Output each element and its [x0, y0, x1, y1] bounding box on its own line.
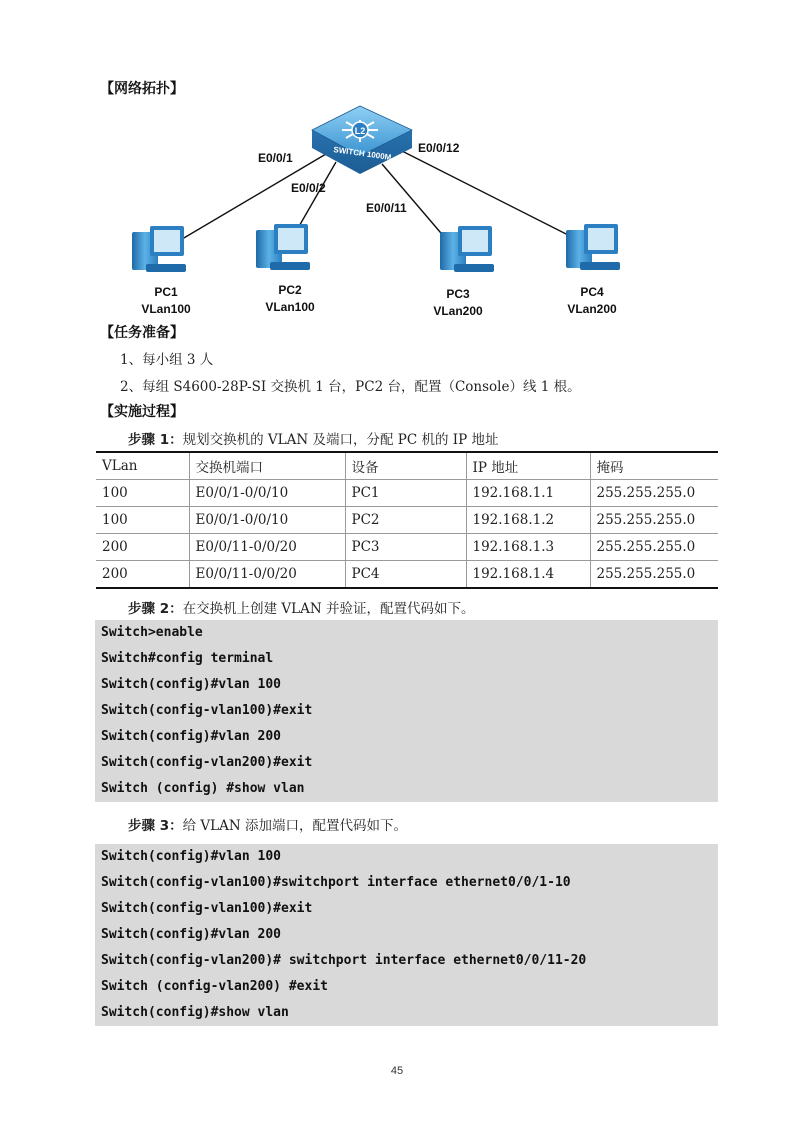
pc2-vlan: VLan100 [265, 300, 315, 314]
step-label: 步骤 3： [128, 818, 183, 834]
port-label-e0-0-11: E0/0/11 [366, 201, 407, 215]
pc4-name: PC4 [580, 285, 604, 299]
table-cell: 255.255.255.0 [590, 561, 718, 589]
table-cell: E0/0/1-0/0/10 [189, 507, 345, 534]
port-label-e0-0-12: E0/0/12 [418, 141, 460, 155]
step-3 [128, 814, 407, 834]
code-block-create-vlan [95, 620, 718, 802]
code-line: Switch>enable [101, 625, 203, 640]
table-cell: PC1 [345, 480, 466, 507]
code-line: Switch(config-vlan100)#exit [101, 901, 313, 916]
table-cell: 255.255.255.0 [590, 534, 718, 561]
table-row [96, 534, 718, 561]
table-cell: E0/0/11-0/0/20 [189, 534, 345, 561]
heading-process: 【实施过程】 [100, 404, 184, 420]
step-2 [128, 597, 474, 617]
table-cell: 100 [96, 480, 189, 507]
switch-body-label: SWITCH 1000M [332, 145, 392, 163]
table-header-row [96, 452, 718, 480]
prep-item: 1、每小组 3 人 [120, 352, 214, 368]
code-block-add-ports [95, 844, 718, 1026]
table-header-cell: 掩码 [590, 452, 718, 480]
table-cell: 255.255.255.0 [590, 507, 718, 534]
table-cell: E0/0/1-0/0/10 [189, 480, 345, 507]
step-label: 步骤 2： [128, 601, 183, 617]
pc3-icon [440, 226, 494, 272]
table-header-cell: IP 地址 [466, 452, 590, 480]
code-line: Switch (config) #show vlan [101, 781, 305, 796]
table-header-cell: 设备 [345, 452, 466, 480]
code-line: Switch(config)#vlan 100 [101, 677, 282, 692]
table-cell: PC2 [345, 507, 466, 534]
pc2-name: PC2 [278, 283, 302, 297]
pc1-icon [132, 226, 186, 272]
code-line: Switch(config)#vlan 200 [101, 729, 282, 744]
pc1-vlan: VLan100 [141, 302, 191, 316]
step-text: 规划交换机的 VLAN 及端口，分配 PC 机的 IP 地址 [182, 432, 499, 448]
pc1-name: PC1 [154, 285, 178, 299]
code-line: Switch(config-vlan200)#exit [101, 755, 313, 770]
code-line: Switch(config)#vlan 200 [101, 927, 282, 942]
table-row [96, 480, 718, 507]
table-cell: PC3 [345, 534, 466, 561]
pc3-name: PC3 [446, 287, 470, 301]
table-row [96, 561, 718, 589]
code-line: Switch(config)#show vlan [101, 1005, 289, 1020]
table-cell: 192.168.1.4 [466, 561, 590, 589]
code-line: Switch#config terminal [101, 651, 274, 666]
code-line: Switch(config)#vlan 100 [101, 849, 282, 864]
switch-center-label: L2 [354, 126, 366, 136]
table-header-cell: 交换机端口 [189, 452, 345, 480]
heading-topology: 【网络拓扑】 [100, 81, 184, 97]
code-line: Switch (config-vlan200) #exit [101, 979, 328, 994]
pc4-icon [566, 224, 620, 270]
step-text: 给 VLAN 添加端口，配置代码如下。 [182, 818, 407, 834]
table-cell: 255.255.255.0 [590, 480, 718, 507]
table-cell: PC4 [345, 561, 466, 589]
prep-item: 2、每组 S4600-28P-SI 交换机 1 台，PC2 台，配置（Console）线 1 根。 [120, 379, 581, 395]
table-cell: 192.168.1.2 [466, 507, 590, 534]
page-number: 45 [390, 1065, 404, 1077]
switch-icon [312, 106, 412, 174]
code-line: Switch(config-vlan100)#exit [101, 703, 313, 718]
table-cell: 192.168.1.3 [466, 534, 590, 561]
table-cell: 200 [96, 534, 189, 561]
code-line: Switch(config-vlan100)#switchport interface ethernet0/0/1-10 [101, 875, 571, 890]
port-label-e0-0-1: E0/0/1 [258, 151, 293, 165]
pc3-vlan: VLan200 [433, 304, 483, 318]
pc4-vlan: VLan200 [567, 302, 617, 316]
network-topology-diagram [100, 100, 660, 330]
step-1 [128, 428, 498, 448]
step-text: 在交换机上创建 VLAN 并验证，配置代码如下。 [182, 601, 475, 617]
vlan-plan-table [96, 451, 718, 589]
table-cell: 192.168.1.1 [466, 480, 590, 507]
table-row [96, 507, 718, 534]
heading-prep: 【任务准备】 [100, 325, 184, 341]
table-cell: 100 [96, 507, 189, 534]
table-cell: E0/0/11-0/0/20 [189, 561, 345, 589]
step-label: 步骤 1： [128, 432, 183, 448]
table-cell: 200 [96, 561, 189, 589]
port-label-e0-0-2: E0/0/2 [291, 181, 326, 195]
pc2-icon [256, 224, 310, 270]
table-header-cell: VLan [96, 452, 189, 480]
code-line: Switch(config-vlan200)# switchport interface ethernet0/0/11-20 [101, 953, 587, 968]
